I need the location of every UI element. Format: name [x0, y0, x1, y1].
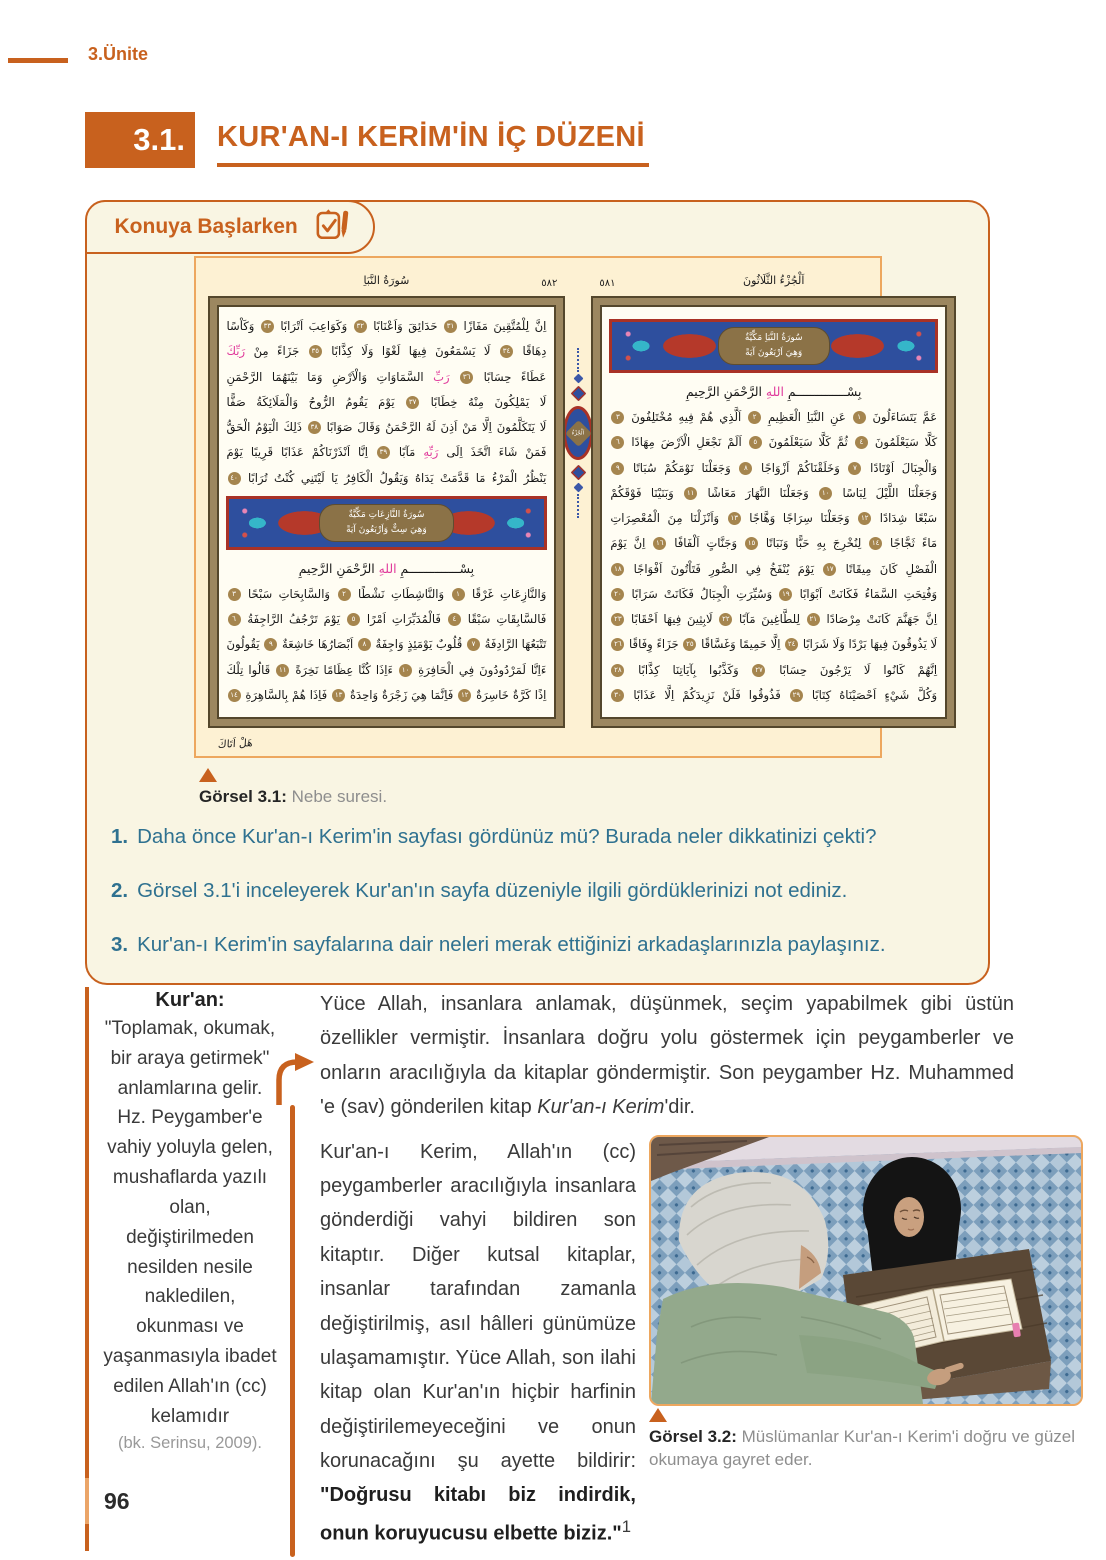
definition-term: Kur'an: [155, 989, 225, 1011]
page-number: 96 [85, 1478, 130, 1524]
quran-spread-image [194, 256, 938, 758]
bold-ayah-quote: "Doğrusu kitabı biz indirdik, onun koruyucusu elbette biziz." [320, 1484, 636, 1545]
triangle-up-icon [649, 1408, 667, 1422]
definition-source: (bk. Serinsu, 2009). [118, 1433, 262, 1452]
catchword: هَلْ اَتَاكَ [217, 737, 253, 752]
body-section [85, 987, 1075, 1551]
naziat-title-line1: سُورَةُ النَّازِعَاتِ مَكِّيَّةٌ [348, 510, 425, 521]
konuya-baslarken-label: Konuya Başlarken [114, 214, 298, 238]
photo-illustration [649, 1135, 1083, 1406]
naba-besmele: بِسْــــــــــــــمِ اللهِ الرَّحْمَنِ الرَّحِيمِ [686, 384, 862, 399]
left-page-header: سُورَةُ النَّبَاِ [363, 274, 410, 287]
curved-arrow-right-icon [276, 1053, 316, 1105]
starter-questions [111, 823, 960, 959]
naba-title-line2: وَهِيَ اَرْبَعُونَ آيَةً [745, 348, 803, 358]
unit-dash-line [8, 58, 68, 63]
caption-label: Görsel 3.1: [199, 787, 287, 807]
naziat-title-ornament [226, 496, 548, 550]
caption-text: Müslümanlar Kur'an-ı Kerim'i doğru ve güzel okumaya gayret eder. [649, 1426, 1076, 1469]
naziat-verses-1-14: وَالنَّازِعَاتِ غَرْقًا ١ وَالنَّاشِطَاتِ نَشْطًا ٢ وَالسَّابِحَاتِ سَبْحًا ٣ فَالسَّابِقَاتِ سَبْقًا ٤ فَالْمُدَبِّرَاتِ اَمْرًا ٥ يَوْمَ تَرْجُفُ الرَّاجِفَةُ ٦ تَتْبَعُهَا الرَّادِفَةُ ٧ قُلُوبٌ يَوْمَئِذٍ وَاجِفَةٌ ٨ اَبْصَارُهَا خَاشِعَةٌ ٩ يَقُولُونَ ءَاِنَّا لَمَرْدُودُونَ فِي الْحَافِرَةِ ١٠ ءَاِذَا كُنَّا عِظَامًا نَخِرَةً ١١ قَالُوا تِلْكَ اِذًا كَرَّةٌ خَاسِرَةٌ ١٢ فَاِنَّمَا هِيَ زَجْرَةٌ وَاحِدَةٌ ١٣ فَاِذَا هُمْ بِالسَّاهِرَةِ ١٤ [226, 586, 547, 702]
naba-title-line1: سُورَةُ النَّبَاِ مَكِّيَّةٌ [744, 333, 803, 344]
footnote-marker: 1 [621, 1516, 631, 1536]
naba-title-ornament [609, 319, 938, 373]
title-underline [217, 163, 649, 167]
naba-verses-31-40: اِنَّ لِلْمُتَّقِينَ مَفَازًا ٣١ حَدَائِقَ وَاَعْنَابًا ٣٢ وَكَوَاعِبَ اَتْرَابًا ٣٣ وَكَاْسًا دِهَاقًا ٣٤ لَا يَسْمَعُونَ فِيهَا لَغْوًا وَلَا كِذَّابًا ٣٥ جَزَاءً مِنْ رَبِّكَ عَطَاءً حِسَابًا ٣٦ رَبِّ السَّمَاوَاتِ وَالْاَرْضِ وَمَا بَيْنَهُمَا الرَّحْمَنِ لَا يَمْلِكُونَ مِنْهُ خِطَابًا ٣٧ يَوْمَ يَقُومُ الرُّوحُ وَالْمَلَائِكَةُ صَفًّا لَا يَتَكَلَّمُونَ اِلَّا مَنْ اَذِنَ لَهُ الرَّحْمَنُ وَقَالَ صَوَابًا ٣٨ ذَلِكَ الْيَوْمُ الْحَقُّ فَمَنْ شَاءَ اتَّخَذَ اِلَى رَبِّهِ مَآبًا ٣٩ اِنَّا اَنْذَرْنَاكُمْ عَذَابًا قَرِيبًا يَوْمَ يَنْظُرُ الْمَرْءُ مَا قَدَّمَتْ يَدَاهُ وَيَقُولُ الْكَافِرُ يَا لَيْتَنِي كُنْتُ تُرَابًا ٤٠ [226, 319, 547, 485]
triangle-up-icon [199, 768, 217, 782]
page-title: KUR'AN-I KERİM'İN İÇ DÜZENİ [217, 121, 645, 153]
juz-medallion [563, 274, 593, 726]
question-3: 3. Kur'an-ı Kerim'in sayfalarına dair neleri merak ettiğinizi arkadaşlarınızla paylaşınız. [111, 932, 886, 956]
question-2: 2. Görsel 3.1'i inceleyerek Kur'an'ın sayfa düzeniyle ilgili gördüklerinizi not ediniz. [111, 878, 848, 902]
gorsel-3-1-caption [199, 768, 988, 809]
right-page-frame [593, 298, 954, 726]
naziat-besmele: بِسْــــــــــــــمِ اللهِ الرَّحْمَنِ الرَّحِيمِ [298, 560, 475, 576]
quran-left-page [210, 274, 564, 752]
gutter-dotted-line [577, 348, 579, 372]
naba-verses-1-30: عَمَّ يَتَسَاءَلُونَ ١ عَنِ النَّبَاِ الْعَظِيمِ ٢ اَلَّذِي هُمْ فِيهِ مُخْتَلِفُونَ ٣ كَلَّا سَيَعْلَمُونَ ٤ ثُمَّ كَلَّا سَيَعْلَمُونَ ٥ اَلَمْ نَجْعَلِ الْاَرْضَ مِهَادًا ٦ وَالْجِبَالَ اَوْتَادًا ٧ وَخَلَقْنَاكُمْ اَزْوَاجًا ٨ وَجَعَلْنَا نَوْمَكُمْ سُبَاتًا ٩ وَجَعَلْنَا اللَّيْلَ لِبَاسًا ١٠ وَجَعَلْنَا النَّهَارَ مَعَاشًا ١١ وَبَنَيْنَا فَوْقَكُمْ سَبْعًا شِدَادًا ١٢ وَجَعَلْنَا سِرَاجًا وَهَّاجًا ١٣ وَاَنْزَلْنَا مِنَ الْمُعْصِرَاتِ مَاءً ثَجَّاجًا ١٤ لِنُخْرِجَ بِهِ حَبًّا وَنَبَاتًا ١٥ وَجَنَّاتٍ اَلْفَافًا ١٦ اِنَّ يَوْمَ الْفَصْلِ كَانَ مِيقَاتًا ١٧ يَوْمَ يُنْفَخُ فِي الصُّورِ فَتَاْتُونَ اَفْوَاجًا ١٨ وَفُتِحَتِ السَّمَاءُ فَكَانَتْ اَبْوَابًا ١٩ وَسُيِّرَتِ الْجِبَالُ فَكَانَتْ سَرَابًا ٢٠ اِنَّ جَهَنَّمَ كَانَتْ مِرْصَادًا ٢١ لِلطَّاغِينَ مَآبًا ٢٢ لَابِثِينَ فِيهَا اَحْقَابًا ٢٣ لَا يَذُوقُونَ فِيهَا بَرْدًا وَلَا شَرَابًا ٢٤ اِلَّا حَمِيمًا وَغَسَّاقًا ٢٥ جَزَاءً وِفَاقًا ٢٦ اِنَّهُمْ كَانُوا لَا يَرْجُونَ حِسَابًا ٢٧ وَكَذَّبُوا بِآيَاتِنَا كِذَّابًا ٢٨ وَكُلَّ شَيْءٍ اَحْصَيْنَاهُ كِتَابًا ٢٩ فَذُوقُوا فَلَنْ نَزِيدَكُمْ اِلَّا عَذَابًا ٣٠ [610, 410, 938, 702]
paragraph-1: Yüce Allah, insanlara anlamak, düşünmek, seçim yapabilmek gibi üstün özellikler vermiştir. İnsanlara doğru yolu göstermek için peygamberler ve onların aracılığıyla da kitaplar göndermiştir. Son peygamber Hz. Muhammed 'e (sav) gönderilen kitap Kur'an-ı Kerim'dir. [320, 993, 1014, 1119]
italic-kuran-kerim: Kur'an-ı Kerim [537, 1096, 665, 1119]
caption-text: Nebe suresi. [291, 787, 388, 807]
section-header [85, 112, 649, 168]
section-number-badge: 3.1. [85, 112, 195, 168]
konuya-baslarken-box [85, 200, 990, 985]
paragraph-2: Kur'an-ı Kerim, Allah'ın (cc) peygamberler aracılığıyla insanlara gönderdiği vahyi bildiren son kitaptır. Diğer kutsal kitaplar, insanlar tarafından zamanla değiştirilmiş, asıl hâlleri günümüze ulaşamamıştır. Yüce Allah, son ilahi kitap olan Kur'an'ın hiçbir harfinin değiştirilemeyeceğini ve onun korunacağını şu ayette bildirir: "Doğrusu kitabı biz indirdik, onun koruyucusu elbette biziz."$^1$ [320, 1140, 636, 1545]
caption-label: Görsel 3.2: [649, 1426, 737, 1446]
quran-right-page [593, 274, 954, 726]
definition-body: "Toplamak, okumak, bir araya getirmek" anlamlarına gelir. Hz. Peygamber'e vahiy yoluyla gelen, mushaflarda yazılı olan, değiştirilmeden nesilden nesile nakledilen, okunması ve yaşanmasıyla ibadet edilen Allah'ın (cc) kelamıdır [103, 1018, 277, 1427]
left-page-number: ٥٨٢ [541, 278, 558, 289]
definition-box [85, 987, 303, 1551]
gorsel-3-2-caption [649, 1408, 1083, 1472]
arrow-tail-line [290, 1105, 295, 1557]
naziat-title-line2: وَهِيَ سِتٌّ وَاَرْبَعُونَ آيَةً [346, 524, 427, 535]
right-page-header: اَلْجُزْءُ الثَّلَاثُونَ [743, 274, 805, 287]
juz-marker-icon: اَلْجُزْءُ [563, 406, 593, 460]
photo-figure [649, 1135, 1083, 1551]
right-page-number: ٥٨١ [599, 278, 616, 289]
left-page-frame [210, 298, 564, 726]
question-1: 1. Daha önce Kur'an-ı Kerim'in sayfası gördünüz mü? Burada neler dikkatinizi çekti? [111, 825, 877, 849]
konuya-baslarken-tab [85, 200, 375, 254]
clipboard-check-pen-icon [316, 207, 349, 246]
unit-label: 3.Ünite [88, 44, 149, 64]
